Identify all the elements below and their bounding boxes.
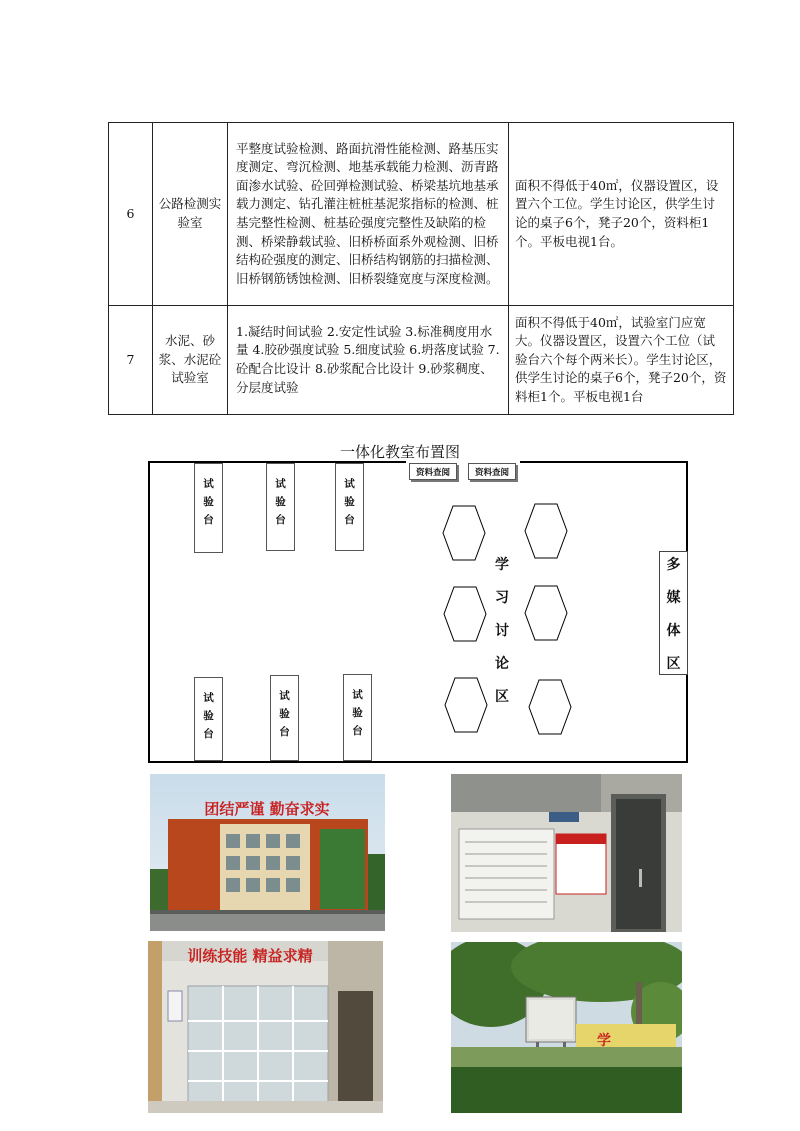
discussion-table-hexagon	[442, 505, 486, 561]
lab-bench: 试 验 台	[335, 463, 364, 551]
lab-bench: 试 验 台	[270, 675, 299, 761]
diagram-title: 一体化教室布置图	[339, 443, 460, 461]
room-name: 公路检测实验室	[153, 123, 228, 306]
photo-campus-garden	[451, 942, 682, 1113]
resource-lookup-cabinet: 资料查阅	[468, 463, 516, 480]
discussion-table-hexagon	[524, 503, 568, 559]
row-number: 6	[109, 123, 153, 306]
room-requirements: 面积不得低于40㎡，仪器设置区，设置六个工位。学生讨论区，供学生讨论的桌子6个，凳子20个，资料柜1个。平板电视1台。	[509, 123, 734, 306]
lab-bench: 试 验 台	[194, 463, 223, 553]
test-items: 1.凝结时间试验 2.安定性试验 3.标准稠度用水量 4.胶砂强度试验 5.细度试验 6.坍落度试验 7.砼配合比设计 8.砂浆配合比设计 9.砂浆稠度、分层度试验	[228, 306, 509, 415]
room-name: 水泥、砂浆、水泥砼试验室	[153, 306, 228, 415]
row-number: 7	[109, 306, 153, 415]
lab-bench: 试 验 台	[343, 674, 372, 761]
discussion-table-hexagon	[524, 585, 568, 641]
wall-top	[520, 461, 688, 463]
building-sign: 团结严谨 勤奋求实	[204, 800, 330, 818]
discussion-table-hexagon	[444, 677, 488, 733]
discussion-table-hexagon	[528, 679, 572, 735]
lab-bench: 试 验 台	[194, 677, 223, 761]
hallway-sign: 训练技能 精益求精	[187, 947, 313, 965]
multimedia-area: 多 媒 体 区	[659, 551, 688, 675]
photo-school-building	[150, 774, 385, 931]
test-items: 平整度试验检测、路面抗滑性能检测、路基压实度测定、弯沉检测、地基承载能力检测、沥青路面渗水试验、砼回弹检测试验、桥梁基坑地基承载力测定、钻孔灌注桩桩基泥浆指标的检测、桩基完整性检测、桩基砼强度完整性及缺陷的检测、桥梁静载试验、旧桥桥面系外观检测、旧桥结构砼强度的测定、旧桥结构钢筋的扫描检测、旧桥钢筋锈蚀检测、旧桥裂缝宽度与深度检测。	[228, 123, 509, 306]
photo-display-hallway	[148, 941, 383, 1113]
room-requirements: 面积不得低于40㎡，试验室门应宽大。仪器设置区，设置六个工位（试验台六个每个两米长）。学生讨论区，供学生讨论的桌子6个，凳子20个，资料柜1个。平板电视1台	[509, 306, 734, 415]
classroom-wall	[148, 461, 688, 763]
discussion-area-label: 学 习 讨 论 区	[495, 557, 509, 705]
resource-lookup-cabinet: 资料查阅	[409, 463, 457, 480]
garden-sign: 学	[597, 1033, 611, 1049]
discussion-table-hexagon	[443, 586, 487, 642]
photo-lab-entrance	[451, 774, 682, 932]
table-row	[109, 306, 734, 415]
lab-bench: 试 验 台	[266, 463, 295, 551]
table-row	[109, 123, 734, 306]
lab-requirements-table	[108, 122, 734, 415]
